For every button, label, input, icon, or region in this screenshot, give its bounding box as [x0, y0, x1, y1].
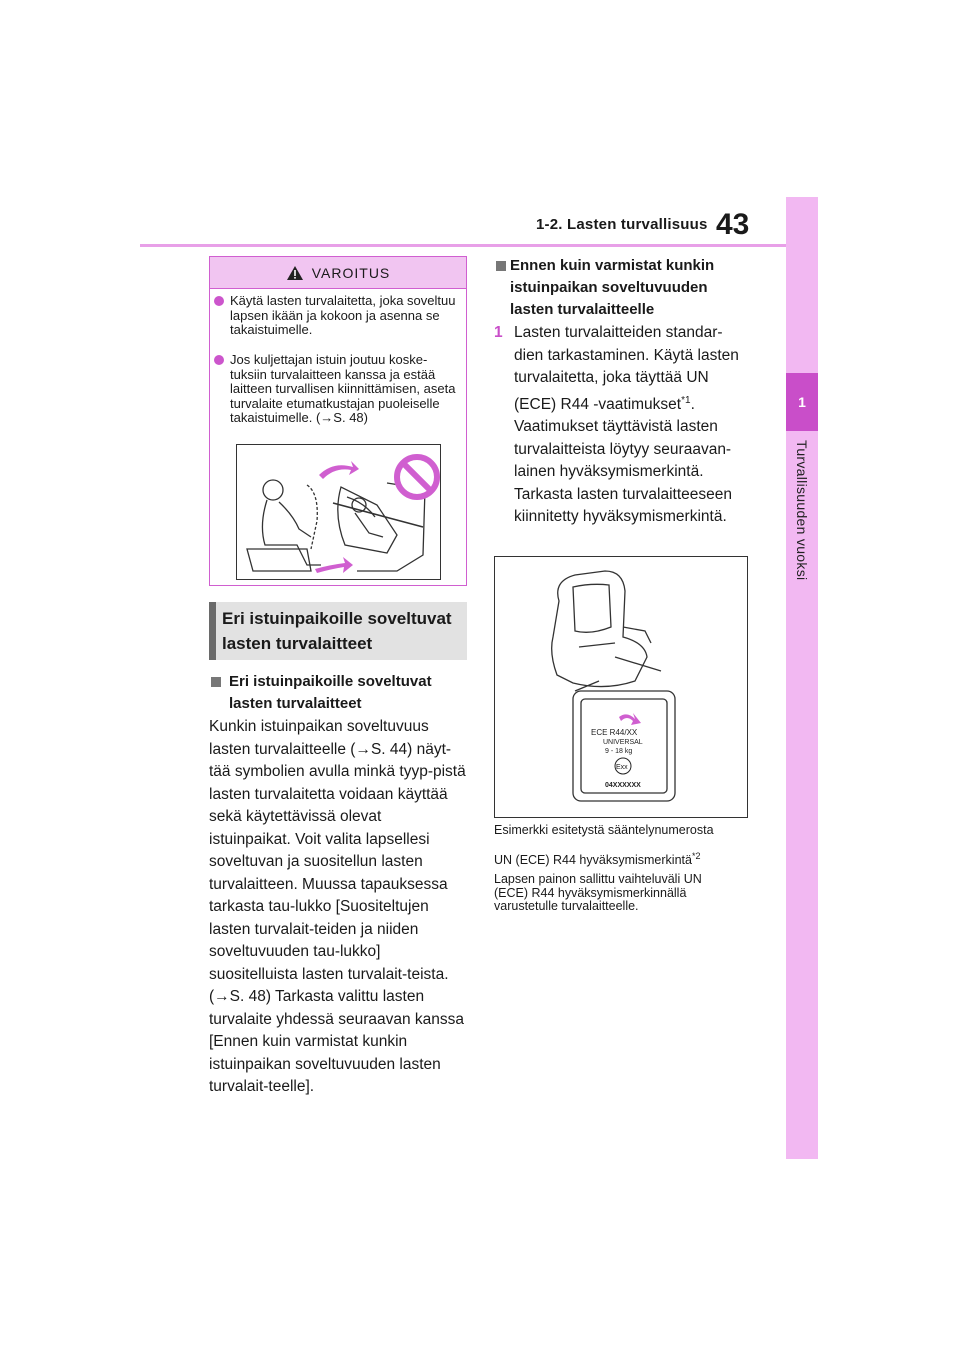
chapter-label-text: Turvallisuuden vuoksi	[794, 440, 810, 581]
seat-contact-illustration	[237, 445, 441, 580]
chapter-label	[786, 440, 818, 610]
step-number: 1	[494, 324, 503, 341]
square-bullet-icon	[211, 677, 221, 687]
right-subheading: Ennen kuin varmistat kunkin istuinpaikan soveltuvuuden lasten turvalaitteelle	[510, 257, 715, 318]
approval-label-illustration	[494, 556, 748, 818]
square-bullet-icon	[496, 261, 506, 271]
left-subheading: Eri istuinpaikoille soveltuvat lasten turvalaitteet	[229, 673, 432, 712]
caption-example: Esimerkki esitetystä sääntelynumerosta	[494, 823, 714, 837]
header-divider	[140, 244, 786, 247]
section-heading-accent	[209, 602, 216, 660]
step-text: Lasten turvalaitteiden standar-dien tarkastaminen. Käytä lasten turvalaitetta, joka täyttää UN (ECE) R44 -vaatimukset$^{*1}$. Vaatimukset täyttävistä lasten turvalaitteista löytyy seuraavan-lainen hyväksymismerkintä. Tarkasta lasten turvalaitteeseen kiinnitetty hyväksymismerkintä.	[514, 324, 739, 526]
section-title: 1-2. Lasten turvallisuus	[536, 216, 708, 233]
chapter-number-tab[interactable]: 1	[786, 373, 818, 431]
caption-approval	[494, 850, 750, 868]
step-footnote-ref: *1	[681, 394, 691, 406]
label-line: Exx	[616, 764, 628, 771]
caption-weight-range: Lapsen painon sallittu vaihteluväli UN (ECE) R44 hyväksymismerkinnällä varustetulle turvalaitteelle.	[494, 872, 702, 913]
child-seat-with-label	[495, 557, 749, 819]
label-line: 9 - 18 kg	[605, 748, 633, 755]
left-paragraph: Kunkin istuinpaikan soveltuvuus lasten turvalaitteelle (→S. 44) näyt-tää symbolien avulla minkä tyyp-pistä lasten turvalaitetta voidaan käyttää sekä käytettävissä olevat istuinpaikat. Voit valita lapsellesi soveltuvan ja suositellun lasten turvalaitteen. Muussa tapauksessa tarkasta tau-lukko [Suositeltujen lasten turvalait-teiden ja niiden soveltuvuuden tau-lukko] suositelluista lasten turvalait-teista. (→S. 48) Tarkasta valittu lasten turvalaite yhdessä seuraavan kanssa [Ennen kuin varmistat kunkin istuinpaikan soveltuvuuden lasten turvalait-teelle].	[209, 718, 466, 1095]
step-text-part-1: Lasten turvalaitteiden standar-dien tarkastaminen. Käytä lasten turvalaitetta, joka täyttää UN (ECE) R44 -vaatimukset	[514, 324, 739, 413]
caption-approval-text: UN (ECE) R44 hyväksymismerkintä	[494, 853, 692, 868]
warning-title: VAROITUS	[311, 264, 391, 281]
warning-item-text: Jos kuljettajan istuin joutuu koske-tuksiin turvalaitteen kanssa ja estää laitteen turvallisen kiinnittämisen, aseta turvalaite etumatkustajan puoleiselle takaistuimelle. (→S. 48)	[230, 352, 456, 425]
warning-box	[209, 256, 467, 586]
warning-item	[214, 353, 458, 426]
caption-footnote-ref: *2	[691, 851, 701, 861]
page-number: 43	[716, 208, 750, 241]
right-subheading-block	[494, 255, 744, 321]
warning-illustration	[236, 444, 441, 580]
bullet-icon	[214, 296, 224, 306]
warning-triangle-icon	[286, 265, 304, 281]
step-text-part-2: Vaatimukset täyttävistä lasten turvalaitteista löytyy seuraavan-lainen hyväksymismerkintä. Tarkasta lasten turvalaitteeseen kiinnitetty hyväksymismerkintä.	[514, 418, 732, 526]
chapter-side-tab	[786, 197, 818, 1159]
label-line: UNIVERSAL	[603, 739, 643, 746]
left-subheading-block	[209, 671, 465, 715]
warning-item-text: Käytä lasten turvalaitetta, joka soveltuu lapsen ikään ja kokoon ja asenna se takaistuimelle.	[230, 293, 456, 337]
label-line: 04XXXXXX	[605, 782, 641, 789]
warning-header	[210, 257, 466, 289]
section-heading: Eri istuinpaikoille soveltuvat lasten turvalaitteet	[222, 609, 452, 653]
label-line: ECE R44/XX	[591, 728, 638, 737]
warning-item	[214, 294, 458, 338]
bullet-icon	[214, 355, 224, 365]
